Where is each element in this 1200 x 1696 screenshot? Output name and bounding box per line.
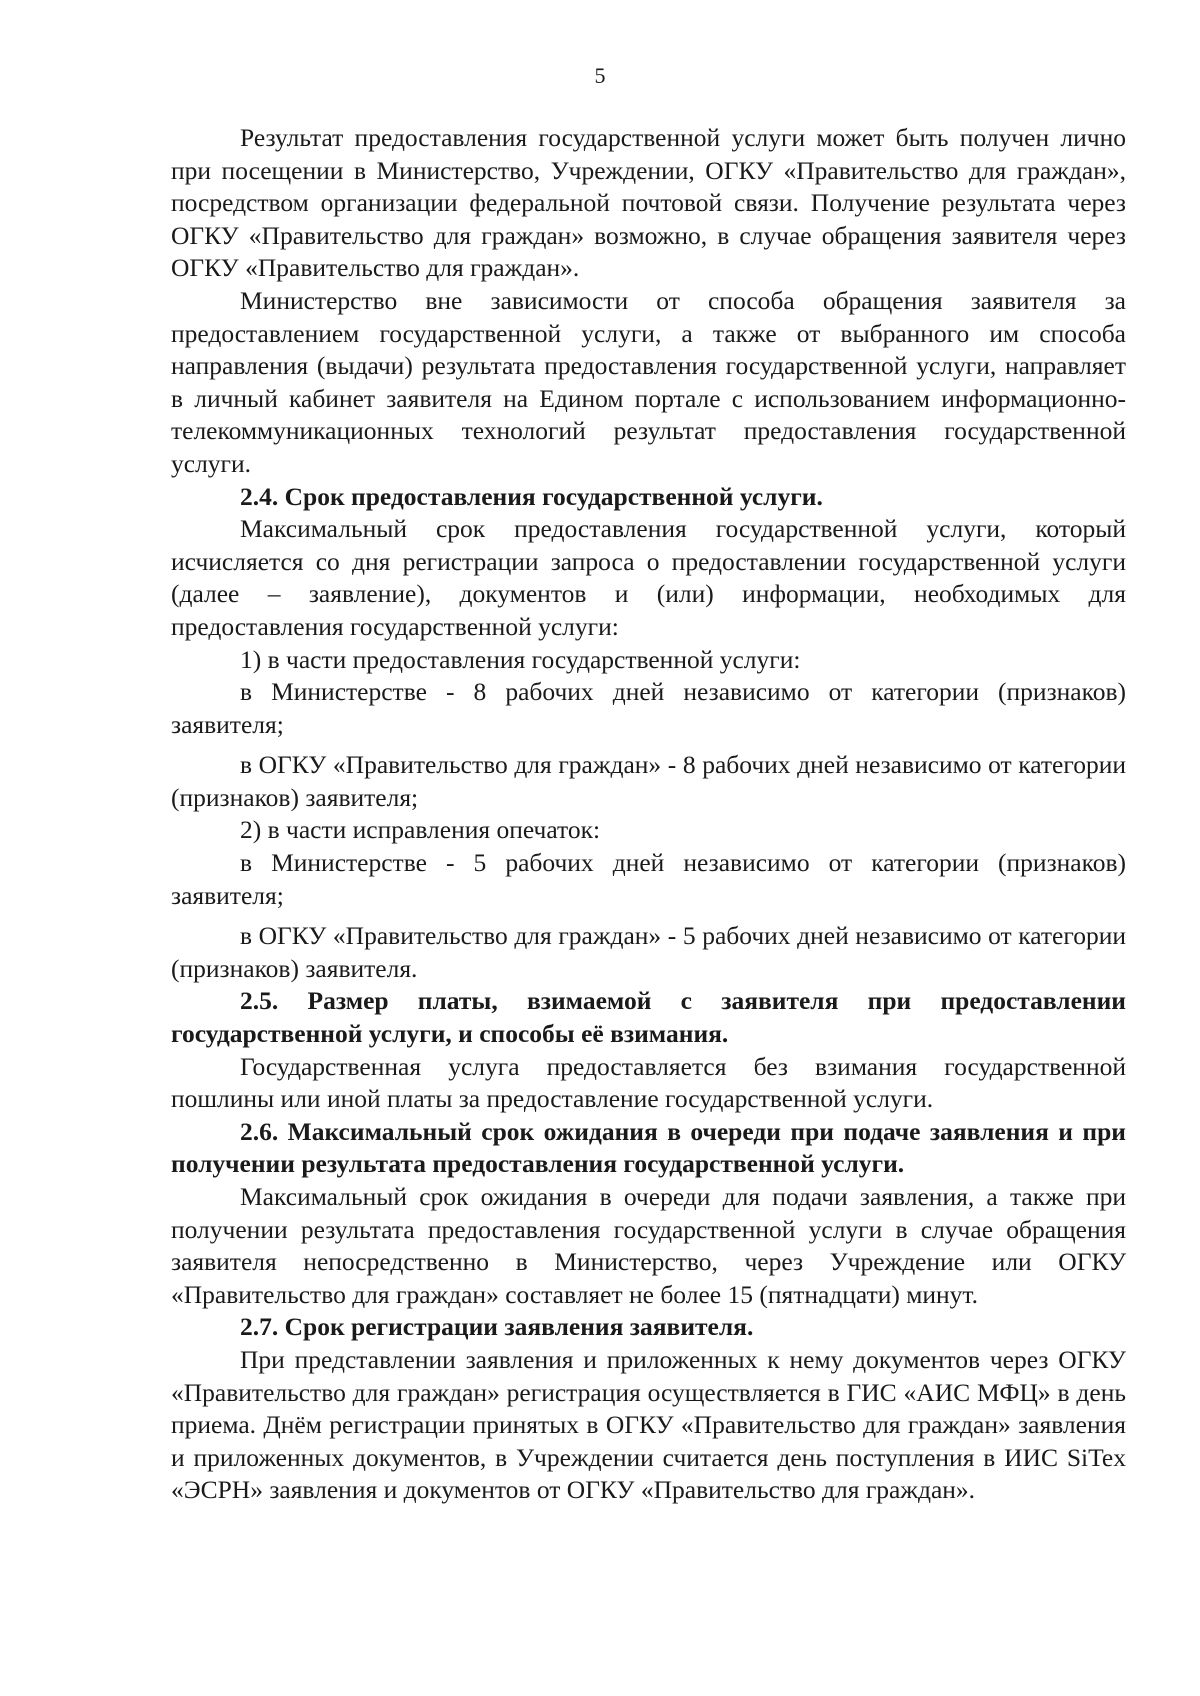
list-item-1: 1) в части предоставления государственной услуги:: [240, 644, 801, 674]
section-heading-2-4: 2.4. Срок предоставления государственной услуги.: [240, 481, 823, 511]
paragraph-ogku-8-days: в ОГКУ «Правительство для граждан» - 8 рабочих дней независимо от категории (признаков) заявителя;: [171, 750, 1126, 812]
paragraph-ministry-5-days: в Министерстве - 5 рабочих дней независимо от категории (признаков) заявителя;: [171, 848, 1126, 910]
section-heading-2-5: 2.5. Размер платы, взимаемой с заявителя при предоставлении государственной услуги, и способы её взимания.: [171, 986, 1126, 1049]
section-heading-2-6: 2.6. Максимальный срок ожидания в очереди при подаче заявления и при получении результата предоставления государственной услуги.: [171, 1116, 1126, 1179]
paragraph-ogku-5-days: в ОГКУ «Правительство для граждан» - 5 рабочих дней независимо от категории (признаков) заявителя.: [171, 921, 1126, 983]
list-item-2: 2) в части исправления опечаток:: [240, 815, 601, 845]
paragraph-ministry-cabinet: Министерство вне зависимости от способа обращения заявителя за предоставлением государственной услуги, а также от выбранного им способа направления (выдачи) результата предоставления государственной услуги, направляет в личный кабинет заявителя на Едином портале с использованием информационно-телекоммуникационных технологий результат предоставления государственной услуги.: [171, 285, 1126, 478]
document-body: [171, 122, 1126, 1507]
paragraph-max-term: Максимальный срок предоставления государственной услуги, который исчисляется со дня регистрации запроса о предоставлении государственной услуги (далее – заявление), документов и (или) информации, необходимых для предоставления государственной услуги:: [171, 514, 1126, 641]
page-number: 5: [594, 63, 606, 88]
paragraph-ministry-8-days: в Министерстве - 8 рабочих дней независимо от категории (признаков) заявителя;: [171, 677, 1126, 739]
section-heading-2-7: 2.7. Срок регистрации заявления заявителя.: [240, 1312, 754, 1342]
paragraph-no-fee: Государственная услуга предоставляется без взимания государственной пошлины или иной платы за предоставление государственной услуги.: [171, 1051, 1126, 1114]
paragraph-queue-time: Максимальный срок ожидания в очереди для подачи заявления, а также при получении результата предоставления государственной услуги в случае обращения заявителя непосредственно в Министерство, через Учреждение или ОГКУ «Правительство для граждан» составляет не более 15 (пятнадцати) минут.: [171, 1182, 1126, 1309]
paragraph-registration: При представлении заявления и приложенных к нему документов через ОГКУ «Правительство для граждан» регистрация осуществляется в ГИС «АИС МФЦ» в день приема. Днём регистрации принятых в ОГКУ «Правительство для граждан» заявления и приложенных документов, в Учреждении считается день поступления в ИИС SiTex «ЭСРН» заявления и документов от ОГКУ «Правительство для граждан».: [171, 1344, 1126, 1505]
paragraph-result-delivery: Результат предоставления государственной услуги может быть получен лично при посещении в Министерство, Учреждении, ОГКУ «Правительство для граждан», посредством организации федеральной почтовой связи. Получение результата через ОГКУ «Правительство для граждан» возможно, в случае обращения заявителя через ОГКУ «Правительство для граждан».: [171, 123, 1126, 283]
